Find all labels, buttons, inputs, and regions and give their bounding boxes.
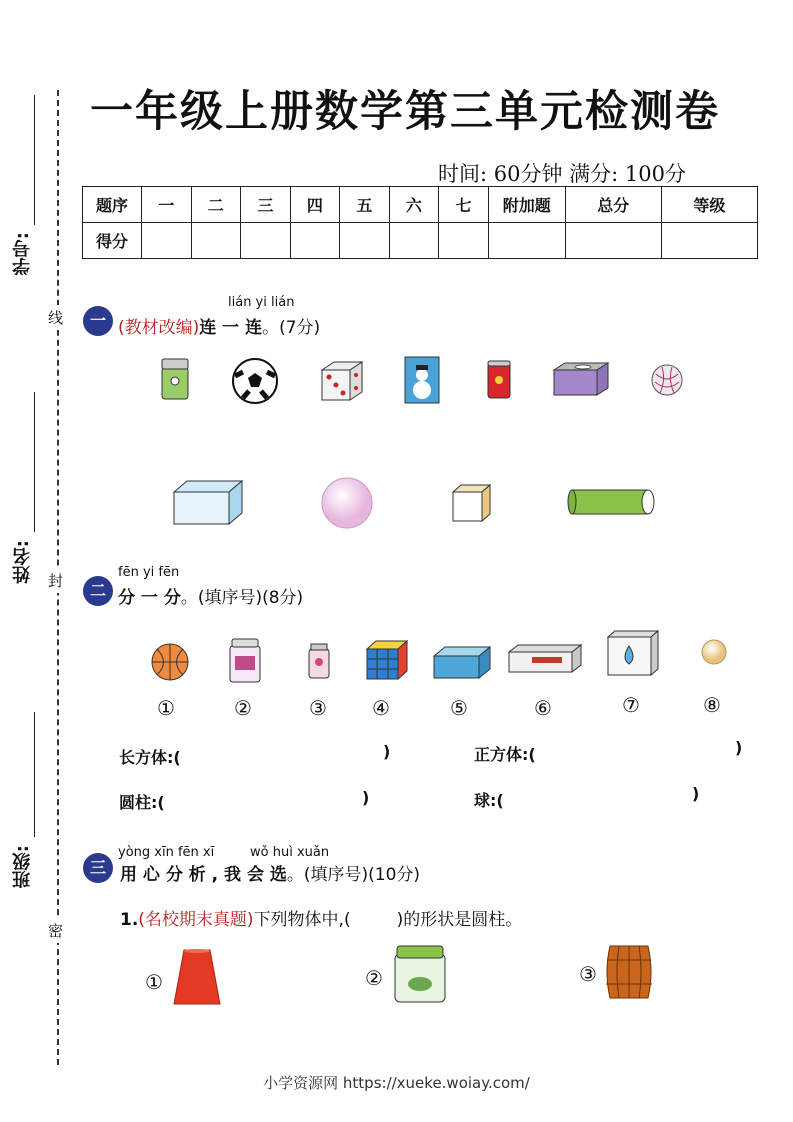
section-3-heading: [120, 860, 420, 885]
jar-icon[interactable]: [160, 357, 190, 401]
section-3-pinyin-2: wǒ huì xuǎn: [250, 845, 330, 860]
time-score-info: 时间: 60分钟 满分: 100分: [438, 162, 686, 186]
question-1: [120, 905, 522, 930]
section-2-score: 。(填序号)(8分): [180, 588, 304, 608]
option-number-1: ①: [145, 970, 163, 994]
row-head-order: 题序: [83, 187, 142, 223]
barrel-icon[interactable]: [604, 942, 654, 1002]
score-table: [82, 186, 758, 259]
student-id-line[interactable]: [34, 95, 35, 225]
score-cell[interactable]: [439, 223, 489, 259]
cube-answer-label: 正方体:(: [474, 745, 536, 764]
sphere-answer-close: ): [692, 784, 700, 803]
item-number-8: ⑧: [703, 693, 721, 717]
blue-box-icon[interactable]: [433, 646, 491, 680]
cube-answer-close: ): [735, 738, 743, 757]
section-2-heading: [118, 583, 303, 608]
section-1-badge: 一: [83, 306, 113, 336]
section-2-pinyin: fēn yi fēn: [118, 565, 180, 580]
score-table-row-order: [83, 187, 758, 223]
green-jar-icon[interactable]: [392, 944, 448, 1004]
row-head-score: 得分: [83, 223, 142, 259]
score-cell[interactable]: [191, 223, 241, 259]
cuboid-answer-label: 长方体:(: [119, 748, 181, 767]
basketball-icon[interactable]: [150, 642, 190, 682]
question-1-number: 1.: [120, 910, 139, 930]
section-1-score: 。(7分): [262, 318, 321, 338]
score-cell[interactable]: [488, 223, 565, 259]
score-cell[interactable]: [241, 223, 291, 259]
col-4: 四: [290, 187, 340, 223]
can-icon[interactable]: [487, 360, 511, 400]
yarn-ball-icon[interactable]: [650, 364, 684, 396]
col-1: 一: [142, 187, 192, 223]
section-1-pinyin: lián yi lián: [228, 295, 295, 310]
cylinder-answer-label: 圆柱:(: [119, 793, 165, 812]
red-cup-icon[interactable]: [172, 948, 222, 1006]
item-number-5: ⑤: [450, 696, 468, 720]
option-number-2: ②: [365, 966, 383, 990]
snowman-box-icon[interactable]: [404, 356, 440, 404]
cylinder-answer-close: ): [362, 788, 370, 807]
cuboid-answer-close: ): [383, 742, 391, 761]
soccer-ball-icon[interactable]: [231, 358, 279, 404]
name-line[interactable]: [34, 392, 35, 532]
col-6: 六: [389, 187, 439, 223]
footer-watermark: 小学资源网 https://xueke.woiay.com/: [263, 1074, 530, 1092]
toothpaste-box-icon[interactable]: [508, 644, 582, 674]
col-3: 三: [241, 187, 291, 223]
page-title: 一年级上册数学第三单元检测卷: [90, 87, 720, 137]
score-table-row-score: [83, 223, 758, 259]
tissue-box-icon[interactable]: [553, 362, 609, 396]
question-1-source: (名校期末真题): [138, 910, 254, 930]
dice-icon[interactable]: [320, 360, 364, 402]
cut-mark-secret: 密: [48, 918, 63, 943]
cube-icon[interactable]: [452, 484, 492, 522]
score-cell[interactable]: [565, 223, 661, 259]
pearl-icon[interactable]: [700, 638, 728, 666]
sphere-answer-label: 球:(: [474, 791, 504, 810]
col-grade: 等级: [661, 187, 757, 223]
section-3-badge: 三: [83, 853, 113, 883]
item-number-1: ①: [157, 696, 175, 720]
rubiks-cube-icon[interactable]: [366, 640, 408, 680]
class-label: 班级:: [12, 845, 33, 889]
question-1-text-b: )的形状是圆柱。: [396, 910, 523, 930]
student-id-label: 学号:: [12, 232, 33, 276]
cut-mark-line: 线: [48, 305, 63, 330]
section-1-title: 连 一 连: [199, 318, 263, 338]
score-cell[interactable]: [340, 223, 390, 259]
small-bottle-icon[interactable]: [308, 643, 330, 679]
sphere-icon[interactable]: [320, 476, 374, 530]
col-5: 五: [340, 187, 390, 223]
name-label: 姓名:: [12, 540, 33, 584]
score-cell[interactable]: [142, 223, 192, 259]
water-drop-box-icon[interactable]: [607, 630, 659, 676]
question-1-text-a: 下列物体中,(: [253, 910, 351, 930]
section-1-heading: [118, 313, 320, 338]
option-number-3: ③: [579, 962, 597, 986]
score-cell[interactable]: [290, 223, 340, 259]
cut-mark-seal: 封: [48, 568, 63, 593]
cuboid-icon[interactable]: [173, 480, 243, 526]
section-3-pinyin-1: yòng xīn fēn xī: [118, 845, 215, 860]
item-number-4: ④: [372, 696, 390, 720]
col-bonus: 附加题: [488, 187, 565, 223]
col-2: 二: [191, 187, 241, 223]
col-total: 总分: [565, 187, 661, 223]
item-number-2: ②: [234, 696, 252, 720]
score-cell[interactable]: [661, 223, 757, 259]
section-3-score: 。(填序号)(10分): [286, 865, 421, 885]
section-3-title: 用 心 分 析 , 我 会 选: [120, 865, 287, 885]
class-line[interactable]: [34, 712, 35, 837]
score-cell[interactable]: [389, 223, 439, 259]
section-2-title: 分 一 分: [118, 588, 181, 608]
pill-bottle-icon[interactable]: [228, 638, 262, 684]
col-7: 七: [439, 187, 489, 223]
item-number-3: ③: [309, 696, 327, 720]
item-number-6: ⑥: [534, 696, 552, 720]
section-1-source: (教材改编): [118, 318, 200, 338]
cylinder-icon[interactable]: [568, 488, 656, 516]
section-2-badge: 二: [83, 576, 113, 606]
item-number-7: ⑦: [622, 693, 640, 717]
